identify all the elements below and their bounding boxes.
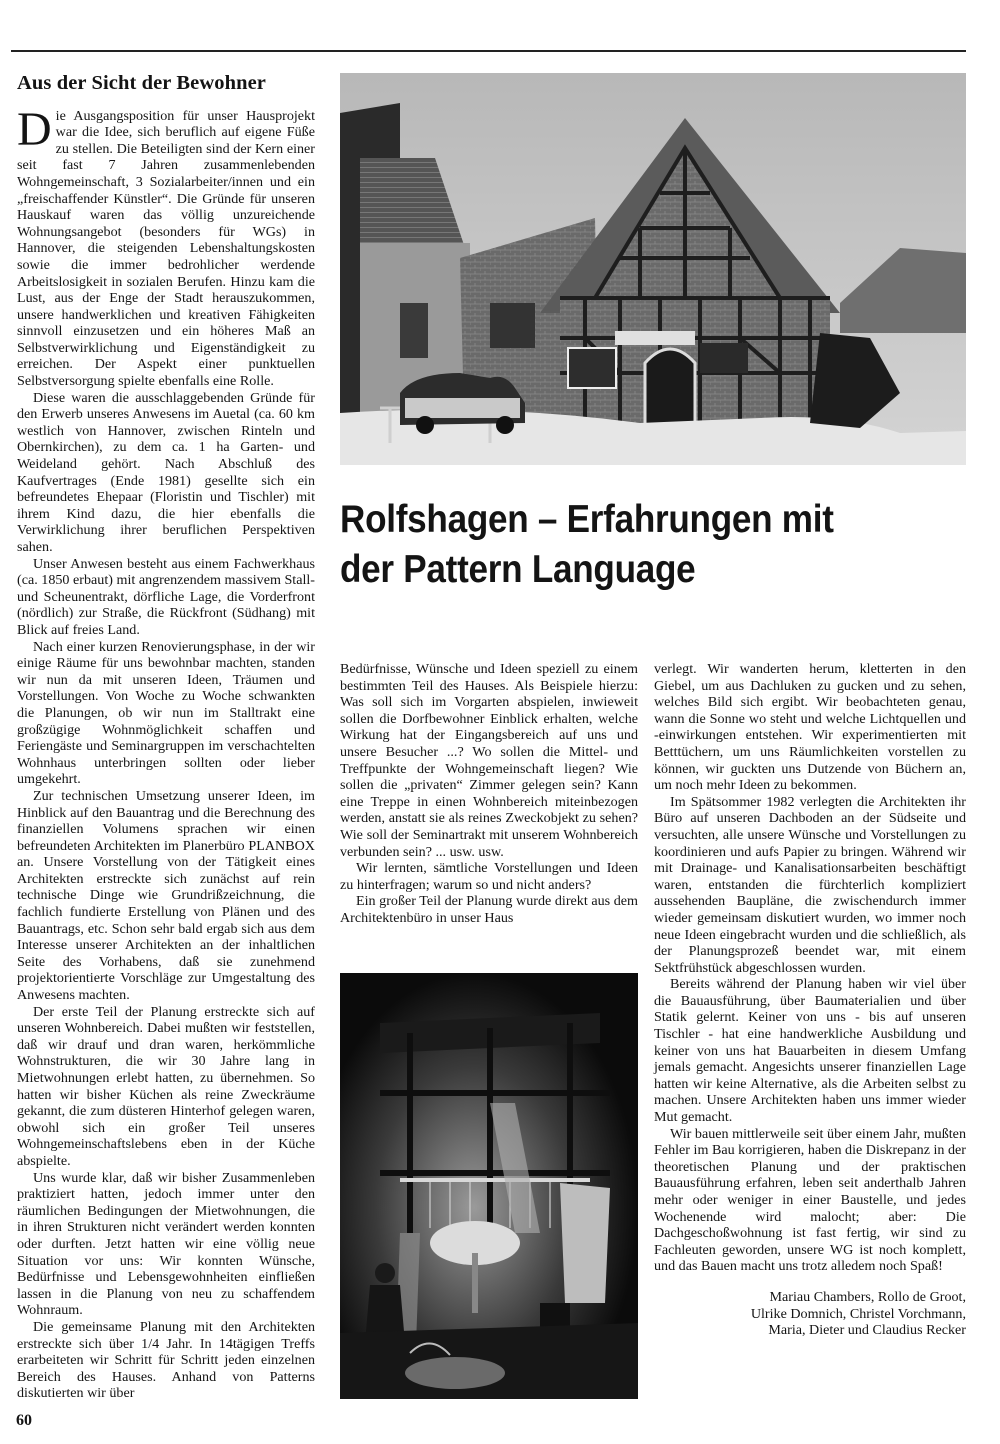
- middle-paragraph-1: Bedürfnisse, Wünsche und Ideen speziell zu einem bestimmten Teil des Hauses. Als Beispiele hierzu: Was soll sich im Vorgarten abspielen, inwieweit sollen die Dorfbewohner Einblick erhalten, welche Wirkung hat der Eingangsbereich auf uns und unsere Besucher ...? Wo sollen die Mittel- und Treffpunkte der Wohngemeinschaft liegen? Wie sollen die „privaten“ Zimmer gelegen sein? Kann eine Treppe in einen Wohnbereich miteinbezogen werden, anstatt sie als reines Zweckobjekt zu sehen? Wie soll der Seminartrakt mit unserem Wohnbereich verbunden sein? ... usw. usw.: [340, 661, 638, 860]
- interior-illustration: [340, 973, 638, 1399]
- right-paragraph-2: Im Spätsommer 1982 verlegten die Architekten ihr Büro auf unseren Dachboden an der Südseite und versuchten, alle unsere Wünsche und Vorstellungen zu koordinieren und aufs Papier zu bringen. Während wir mit Drainage- und Kanalisationsarbeiten beschäftigt waren, entstanden die fürchterlich kompliziert aussehenden Baupläne, die zwischendurch immer wieder gemeinsam diskutiert wurden, wo immer noch neue Ideen eingebracht wurden und die schließlich, als der Planungsprozeß beendet war, mit einem Sektfrühstück abgeschlossen wurden.: [654, 793, 966, 976]
- top-rule: [11, 50, 966, 52]
- signature-line-3: Maria, Dieter und Claudius Recker: [768, 1322, 966, 1339]
- signature-line-1: Mariau Chambers, Rollo de Groot,: [769, 1288, 966, 1305]
- author-signature: [654, 1289, 966, 1339]
- right-paragraph-3: Bereits während der Planung haben wir viel über die Bauausführung, über Baumaterialien und über Statik gelernt. Keiner von uns - bis auf unseren Tischler - hat eine handwerkliche Ausbildung und keiner von uns hat Bauarbeiten in diesem Umfang jemals gemacht. Angesichts unserer finanziellen Lage hatten wir keine Alternative, als die Arbeiten selbst zu machen. Unsere Architekten haben uns immer wieder Mut gemacht.: [654, 976, 966, 1126]
- farmhouse-photo: [340, 73, 966, 465]
- left-paragraph-4: Nach einer kurzen Renovierungsphase, in der wir einige Räume für uns bewohnbar machten, standen wir nun da mit unseren Ideen, Träumen und Vorstellungen. Von Woche zu Woche schwankten die Planungen, ob wir nun im Stalltrakt eine großzügige Wohnmöglichkeit schaffen und Feriengäste und Seminargruppen im verschachtelten Wohnhaus unterbringen sollten oder lieber umgekehrt.: [17, 638, 315, 788]
- signature-line-2: Ulrike Domnich, Christel Vorchmann,: [750, 1305, 966, 1322]
- middle-paragraph-3: Ein großer Teil der Planung wurde direkt aus dem Architektenbüro in unser Haus: [340, 893, 638, 926]
- left-paragraph-1: Die Ausgangsposition für unser Hausprojekt war die Idee, sich beruflich auf eigene Füße zu stellen. Die Beteiligten sind der Kern einer seit fast 7 Jahren zusammenlebenden Wohngemeinschaft, 3 Sozialarbeiter/innen und ein „freischaffender Künstler“. Die Gründe für unseren Hauskauf waren das völlig unzureichende Wohnungsangebot (besonders für WGs) in Hannover, die steigenden Lebenshaltungskosten sowie die immer bedrohlicher werdende Arbeitslosigkeit in sozialen Berufen. Hinzu kam die Lust, aus der Enge der Stadt herauszukommen, unsere handwerklichen und kreativen Fähigkeiten sinnvoll einzusetzen und ein höheres Maß an Selbstverwirklichung und Eigenständigkeit zu erreichen. Der Aspekt einer punktuellen Selbstversorgung spielte ebenfalls eine Rolle.: [17, 102, 315, 390]
- middle-column: [340, 661, 638, 927]
- left-column: [17, 72, 315, 1402]
- left-paragraph-6: Der erste Teil der Planung erstreckte sich auf unseren Wohnbereich. Dabei mußten wir feststellen, daß wir drauf und dran waren, herkömmliche Wohnstrukturen, die wir 30 Jahre lang in Mietwohnungen erlebt hatten, zu übernehmen. So hatten wir bisher Küchen als reine Zweckräume gekannt, die zum düsteren Hinterhof gelegen waren, obwohl sich ein großer Teil unseres Wohngemeinschaftslebens eben in der Küche abspielte.: [17, 1003, 315, 1169]
- right-paragraph-1: verlegt. Wir wanderten herum, kletterten in den Giebel, um aus Dachluken zu gucken und zu sehen, welches Bild sich ergibt. Wir beobachteten genau, wann die Sonne wo steht und welche Lichtquellen und -einwirkungen entstehen. Wir experimentierten mit Betttüchern, um uns Räumlichkeiten vorstellen zu können, wir guckten uns Dutzende von Büchern an, um noch mehr Ideen zu bekommen.: [654, 661, 966, 794]
- drop-cap: D: [17, 102, 52, 156]
- left-paragraph-8: Die gemeinsame Planung mit den Architekten erstreckte sich über 1/4 Jahr. In 14tägigen Treffs erarbeiteten wir Schritt für Schritt jeden einzelnen Bereich des Hauses. Anhand von Patterns diskutierten wir über: [17, 1318, 315, 1402]
- middle-column-text: [340, 661, 638, 927]
- left-paragraph-5: Zur technischen Umsetzung unserer Ideen, im Hinblick auf den Bauantrag und die Berechnung des finanziellen Volumens sprachen wir einen befreundeten Architekten im Planerbüro PLANBOX an. Unsere Vorstellung von der Tätigkeit eines Architekten erstreckte sich zunächst auf rein technische Dinge wie Grundrißzeichnung, die fachlich fundierte Erstellung von Plänen und des Bauantrags, etc. Schon sehr bald ergab sich aus dem Interesse unserer Architekten an der inhaltlichen Seite des Vorhabens, daß sie zunehmend projektorientierte Vorschläge zur Umgestaltung des Anwesens machten.: [17, 787, 315, 1004]
- page-number: 60: [16, 1412, 32, 1429]
- article-headline: [340, 495, 907, 595]
- left-paragraph-2: Diese waren die ausschlaggebenden Gründe für den Erwerb unseres Anwesens im Auetal (ca. 60 km westlich von Hannover, zwischen Rinteln und Obernkirchen), zu dem ca. 1 ha Garten- und Weideland gehört. Nach Abschluß des Kaufvertrages (Ende 1981) gesellte sich ein befreundetes Ehepaar (Floristin und Tischler) mit ihrem Kind dazu, die hier ebenfalls die Verwirklichung ihrer beruflichen Perspektiven sahen.: [17, 389, 315, 555]
- right-paragraph-4: Wir bauen mittlerweile seit über einem Jahr, mußten Fehler im Bau korrigieren, haben die Diskrepanz in der theoretischen Planung und der praktischen Bauausführung erfahren, leben seit anderthalb Jahren mehr oder weniger in einer Baustelle, und jedes Wochenende wird malocht; aber: Die Dachgeschoßwohnung ist fast fertig, wir sind zu Fachleuten geworden, unsere WG ist noch komplett, und das Bauen macht uns trotz alledem noch Spaß!: [654, 1125, 966, 1275]
- section-title: Aus der Sicht der Bewohner: [17, 72, 266, 94]
- right-column: [654, 661, 966, 1339]
- farmhouse-illustration: [340, 73, 966, 465]
- interior-photo: [340, 973, 638, 1399]
- middle-paragraph-2: Wir lernten, sämtliche Vorstellungen und Ideen zu hinterfragen; warum so und nicht anders?: [340, 860, 638, 893]
- right-column-text: [654, 661, 966, 1275]
- left-column-text: [17, 102, 315, 1402]
- left-paragraph-7: Uns wurde klar, daß wir bisher Zusammenleben praktiziert hatten, jedoch immer unter den räumlichen Bedingungen der Mietwohnungen, die in ihren Strukturen nicht verändert werden konnten oder durften. Jetzt hatten wir eine völlig neue Situation vor uns: Wir konnten Wünsche, Bedürfnisse und Lebensgewohnheiten einfließen lassen in die Planung von neu zu schaffendem Wohnraum.: [17, 1169, 315, 1319]
- headline-line-2: der Pattern Language: [340, 548, 696, 591]
- left-paragraph-3: Unser Anwesen besteht aus einem Fachwerkhaus (ca. 1850 erbaut) mit angrenzendem massivem Stall- und Scheunentrakt, dörfliche Lage, die Vorderfront (nördlich) zur Straße, die Rückfront (Südhang) mit Blick auf freies Land.: [17, 555, 315, 638]
- headline-line-1: Rolfshagen – Erfahrungen mit: [340, 498, 834, 541]
